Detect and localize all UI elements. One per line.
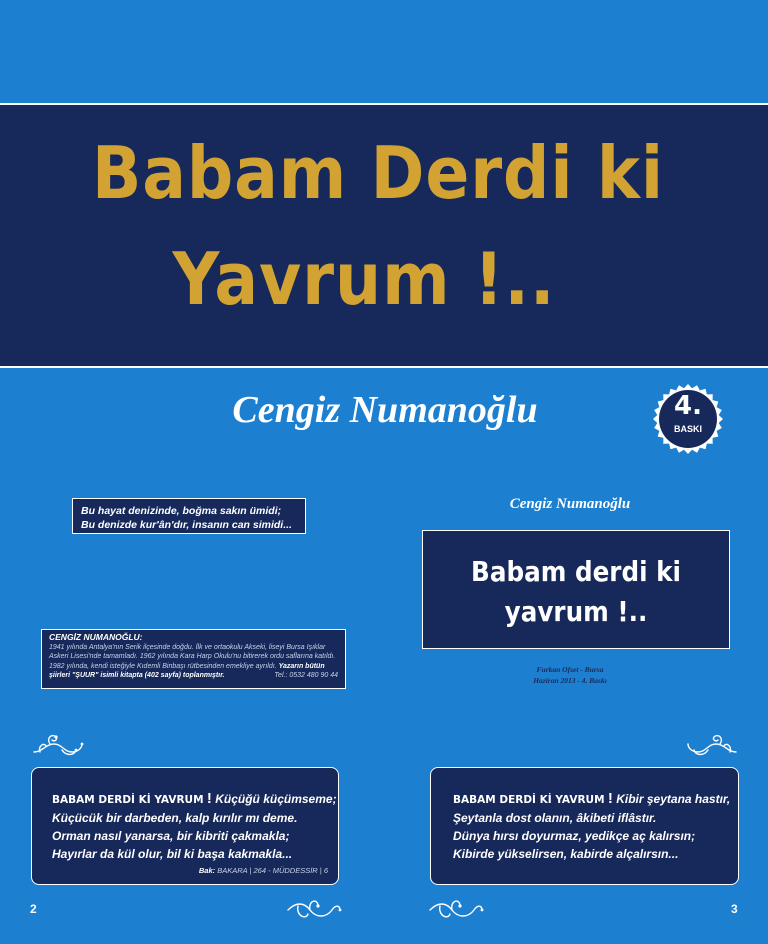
verse-line: Şeytanla dost olanın, âkibeti iflâstır. <box>453 811 657 825</box>
bio-text: 1941 yılında Antalya'nın Serik ilçesinde doğdu. İlk ve ortaokulu Akseki, liseyi Bursa Işıklar Askeri Lisesi'nde tamamladı. 1962 yılında Kara Harp Okulu'nu bitirerek ordu saflarına katıldı. 1982 yılında, kendi isteğiyle Kıdemli Binbaşı rütbesinden emekliye ayrıldı. <box>49 643 336 670</box>
verse-exclamation: ! <box>206 790 212 807</box>
edition-word: BASKI <box>673 424 702 434</box>
verse-reference-source: BAKARA | 264 - MÜDDESSİR | 6 <box>217 866 328 875</box>
verse-line: Kibirde yükselirsen, kabirde alçalırsın... <box>453 847 679 861</box>
edition-badge <box>652 383 724 455</box>
imprint-publisher: Furkan Ofset - Bursa <box>536 665 604 674</box>
cover-title-line-2: Yavrum !.. <box>172 237 556 321</box>
bio-emphasis: Yazarın bütün şiirleri "ŞUUR" isimli kitapta (402 sayfa) toplanmıştır. <box>49 662 325 679</box>
verse-lead: BABAM DERDİ Kİ YAVRUM <box>52 794 204 806</box>
flourish-ornament-icon <box>428 896 484 924</box>
cover-author: Cengiz Numanoğlu <box>232 389 538 431</box>
quote-box <box>72 498 306 534</box>
verse-box-left <box>31 767 339 885</box>
verse-reference-label: Bak: <box>198 866 216 875</box>
page-number-left: 2 <box>30 902 37 916</box>
inner-author: Cengiz Numanoğlu <box>509 496 631 512</box>
page-number-right: 3 <box>731 902 738 916</box>
imprint-date: Haziran 2013 - 4. Baskı <box>533 676 607 685</box>
quote-line-2: Bu denizde kur'ân'dır, insanın can simidi... <box>81 519 292 531</box>
inner-title-line-1: Babam derdi ki <box>471 555 681 588</box>
inner-title-box <box>422 530 730 649</box>
inner-title-line-2: yavrum !.. <box>504 595 648 628</box>
quote-line-1: Bu hayat denizinde, boğma sakın ümidi; <box>81 505 282 517</box>
flourish-ornament-icon <box>32 730 84 760</box>
bio-phone: Tel.: 0532 480 90 44 <box>274 672 338 679</box>
verse-line: Küçücük bir darbeden, kalp kırılır mı deme. <box>52 811 298 825</box>
verse-box-right <box>430 767 739 885</box>
cover-title-band <box>0 103 768 368</box>
verse-lead: BABAM DERDİ Kİ YAVRUM <box>453 794 605 806</box>
cover-title-line-1: Babam Derdi ki <box>91 131 665 215</box>
flourish-ornament-icon <box>686 730 738 760</box>
verse-line: Dünya hırsı doyurmaz, yedikçe aç kalırsın; <box>453 829 696 843</box>
verse-reference <box>199 862 328 880</box>
bio-name: CENGİZ NUMANOĞLU: <box>49 632 143 642</box>
verse-exclamation: ! <box>607 790 613 807</box>
verse-line: Küçüğü küçümseme; <box>215 792 337 806</box>
verse-line: Orman nasıl yanarsa, bir kibriti çakmakla; <box>52 829 290 843</box>
verse-line: Kibir şeytana hastır, <box>616 792 731 806</box>
verse-line: Hayırlar da kül olur, bil ki başa kakmakla... <box>52 847 293 861</box>
author-bio-box <box>41 629 346 689</box>
flourish-ornament-icon <box>286 896 342 924</box>
edition-number: 4. <box>674 391 702 421</box>
